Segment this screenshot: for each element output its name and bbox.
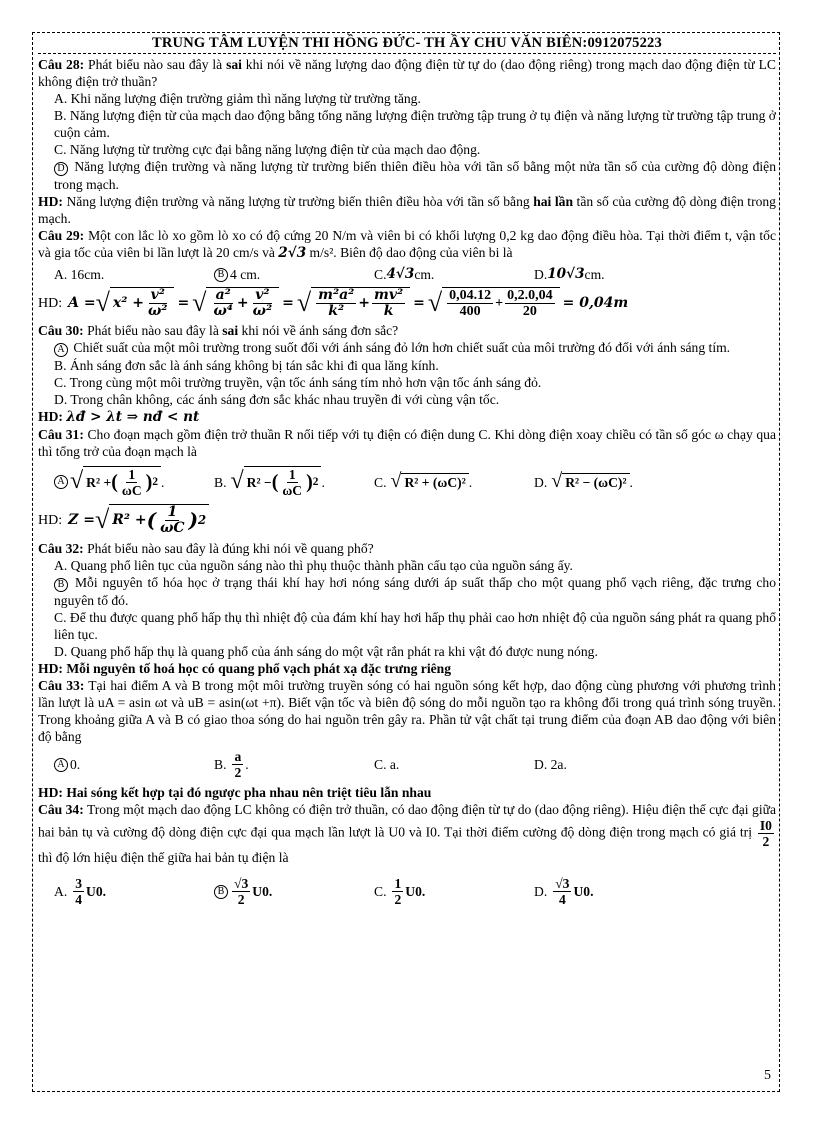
q34-option-c: C. $\frac{1}{2}$ U0. [374, 876, 426, 907]
q30-hint: HD: λđ > λt ⇒ nđ < nt [38, 409, 200, 425]
q34-option-a: A. $\frac{3}{4}$ U0. [54, 876, 107, 907]
q29-option-b: B 4 cm. [214, 266, 374, 283]
q33-option-b: B. $\frac{a}{2}$ . [214, 749, 249, 780]
answer-circle-icon: A [54, 343, 68, 357]
q28-option-a: A. Khi năng lượng điện trường giảm thì năng lượng từ trường tăng. [54, 91, 421, 106]
answer-circle-icon: A [54, 758, 68, 772]
question-30: Câu 30: Phát biểu nào sau đây là sai khi nói về ánh sáng đơn sắc? [38, 323, 399, 338]
answer-circle-icon: D [54, 162, 68, 176]
q33-option-c: C. a. [374, 757, 400, 772]
q32-option-b: B Mỗi nguyên tố hóa học ở trạng thái khí hay hơi nóng sáng dưới áp suất thấp cho một quang phổ vạch riêng, đặc trưng cho nguyên tố đó. [54, 575, 776, 608]
q30-option-a: A Chiết suất của một môi trường trong suốt đối với ánh sáng đỏ lớn hơn chiết suất của môi trường đó đối với ánh sáng tím. [38, 339, 776, 357]
q28-option-d: D Năng lượng điện trường và năng lượng từ trường biến thiên điều hòa với tần số bằng một nửa tần số của cường độ dòng điện trong mạch. [54, 159, 776, 192]
page-header: TRUNG TÂM LUYỆN THI HỒNG ĐỨC- TH ẦY CHU VĂN BIÊN:0912075223 [38, 35, 776, 54]
question-34: Câu 34: Trong một mạch dao động LC không có điện trở thuần, có dao động điện từ tự do (dao động riêng). Hiệu điện thế cực đại giữa hai bản tụ và cường độ dòng điện cực đại qua mạch lần lượt là U0 và I0. Tại thời điểm cường độ dòng điện trong mạch có giá trị $\frac{I0}{2}$ thì độ lớn hiệu điện thế giữa hai bản tụ điện là [38, 802, 776, 865]
q33-option-a: A 0. [54, 756, 214, 773]
sqrt-symbol: √ $\frac{\text{m²a²}}{\text{k²}}$ + $\frac{\text{mv²}}{k}$ [297, 287, 410, 319]
q30-option-c: C. Trong cùng một môi trường truyền, vận tốc ánh sáng tím nhỏ hơn vận tốc ánh sáng đỏ. [54, 375, 542, 390]
sqrt-symbol: √ $\frac{0,04.12}{400}$ + $\frac{0,2.0,04}{20}$ [428, 287, 560, 319]
q31-option-a: A √ R² + ( $\frac{1}{\omega C}$ ) 2 . [54, 466, 214, 498]
sqrt-symbol: √ $\frac{\text{a²}}{\text{ω⁴}}$ + $\frac{\text{v²}}{\text{ω²}}$ [192, 287, 279, 319]
question-31: Câu 31: Cho đoạn mạch gồm điện trở thuần R nối tiếp với tụ điện có điện dung C. Khi dòng điện xoay chiều có tần số góc ω chạy qua thì tổng trở của đoạn mạch là [38, 427, 776, 459]
q28-option-b: B. Năng lượng điện từ của mạch dao động bằng tổng năng lượng điện trường tập trung ở tụ điện và năng lượng từ trường tập trung ở cuộn cảm. [54, 108, 776, 140]
q28-option-c: C. Năng lượng từ trường cực đại bằng năng lượng điện từ của mạch dao động. [54, 142, 481, 157]
answer-circle-icon: B [214, 268, 228, 282]
q32-option-d: D. Quang phổ hấp thụ là quang phổ của ánh sáng do một vật rắn phát ra khi vật đó được nung nóng. [54, 644, 598, 659]
q31-option-d: D. √ R² − (ωC)² . [534, 470, 633, 492]
q29-options [54, 266, 776, 283]
document-body [38, 35, 776, 911]
question-32: Câu 32: Phát biểu nào sau đây là đúng khi nói về quang phổ? [38, 541, 374, 556]
q31-options [54, 466, 776, 498]
q34-option-b: B $\frac{√3}{2}$ U0. [214, 876, 374, 907]
q34-option-d: D. $\frac{√3}{4}$ U0. [534, 876, 594, 907]
q33-hint: HD: Hai sóng kết hợp tại đó ngược pha nhau nên triệt tiêu lẫn nhau [38, 785, 432, 800]
question-29: Câu 29: Một con lắc lò xo gồm lò xo có độ cứng 20 N/m và viên bi có khối lượng 0,2 kg dao động điều hòa. Tại thời điểm t, vận tốc và gia tốc của viên bi lần lượt là 20 cm/s và 2√3 m/s². Biên độ dao động của viên bi là [38, 228, 776, 261]
q31-option-c: C. √ R² + (ωC)² . [374, 470, 473, 492]
q32-hint: HD: Mỗi nguyên tố hoá học có quang phổ vạch phát xạ đặc trưng riêng [38, 661, 451, 676]
answer-circle-icon: B [214, 885, 228, 899]
q32-option-c: C. Để thu được quang phổ hấp thụ thì nhiệt độ của đám khí hay hơi hấp thụ phải cao hơn nhiệt độ của nguồn sáng phát ra quang phổ liên tục. [54, 610, 776, 642]
q29-option-c: C. 4√3 cm. [374, 266, 435, 282]
q29-option-d: D. 10√3 cm. [534, 266, 605, 282]
q31-option-b: B. √ R² − ( $\frac{1}{\omega C}$ ) 2 . [214, 467, 325, 498]
q32-option-a: A. Quang phổ liên tục của nguồn sáng nào thì phụ thuộc thành phần cấu tạo của nguồn sáng ấy. [54, 558, 573, 573]
answer-circle-icon: A [54, 475, 68, 489]
q28-hint: HD: Năng lượng điện trường và năng lượng từ trường biến thiên điều hòa với tần số bằng hai lần tần số của cường độ dòng điện trong mạch. [38, 194, 776, 226]
question-33: Câu 33: Tại hai điểm A và B trong một môi trường truyền sóng có hai nguồn sóng kết hợp, dao động cùng phương với phương trình lần lượt là uA = asin ωt và uB = asin(ωt +π). Biết vận tốc và biên độ sóng do mỗi nguồn tạo ra không đổi trong quá trình sóng truyền. Trong khoảng giữa A và B có giao thoa sóng do hai nguồn trên gây ra. Phần tử vật chất tại trung điểm của đoạn AB dao động với biên độ bằng [38, 678, 776, 744]
answer-circle-icon: B [54, 578, 68, 592]
q33-option-d: D. 2a. [534, 757, 567, 772]
q33-options [54, 749, 776, 780]
q30-option-b: B. Ánh sáng đơn sắc là ánh sáng không bị tán sắc khi đi qua lăng kính. [54, 358, 439, 373]
q29-option-a: A. 16cm. [54, 267, 105, 282]
question-28: Câu 28: Phát biểu nào sau đây là sai khi nói về năng lượng dao động điện từ tự do (dao động riêng) trong mạch dao động điện từ LC không điện trở thuần? [38, 57, 776, 89]
page-number: 5 [764, 1068, 771, 1083]
q31-hint: HD: Z = √ R² + ( $\frac{1}{\omega C}$ ) 2 [38, 504, 776, 536]
q34-options [54, 876, 776, 907]
sqrt-symbol: √ x² + $\frac{\text{v²}}{\text{ω²}}$ [96, 287, 175, 319]
q30-option-d: D. Trong chân không, các ánh sáng đơn sắc khác nhau truyền đi với cùng vận tốc. [54, 392, 500, 407]
q29-hint: HD: A = √ x² + $\frac{\text{v²}}{\text{ω²}}$ = √ $\frac{\text{a²}}{\text{ω⁴}}$ + $\frac{\text{v²}}{\text{ω²}}$ = √ $\frac{\text{m²a²}}{\text{k²}}$ + $\frac{\text{mv²}}{k}$ = √ $\frac{0,04.12}{400}$ + $\frac{0,2.0,04}{20}$ = 0,04m [38, 287, 629, 319]
